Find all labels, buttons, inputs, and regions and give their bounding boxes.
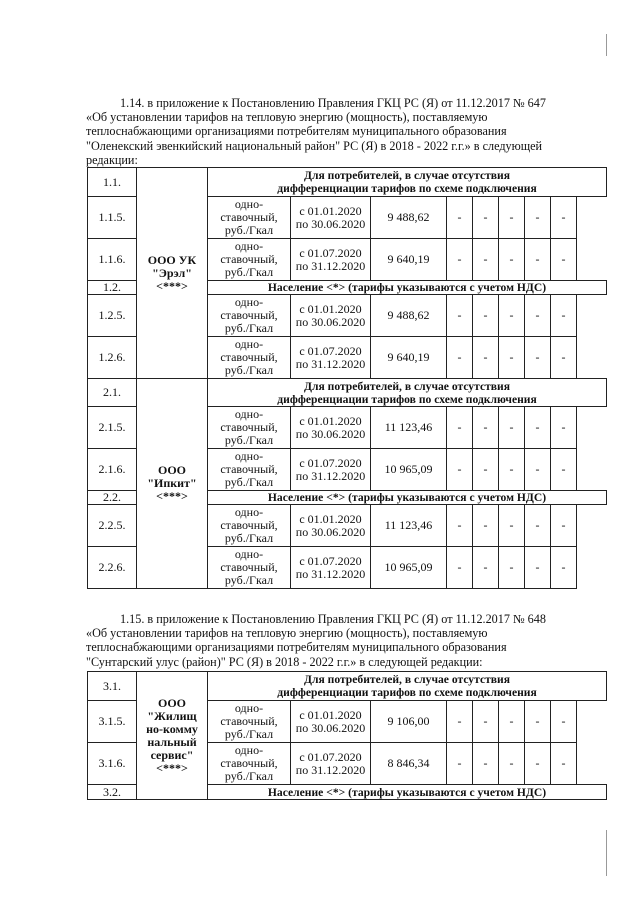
period-cell bbox=[291, 547, 371, 589]
tariff-value: 11 123,46 bbox=[371, 407, 447, 449]
empty-cell: - bbox=[447, 547, 473, 589]
empty-cell: - bbox=[447, 337, 473, 379]
tariff-value: 8 846,34 bbox=[371, 743, 447, 785]
tariff-table-2 bbox=[87, 671, 607, 800]
rate-line: одно- bbox=[234, 449, 264, 463]
empty-cell: - bbox=[473, 239, 499, 281]
tariff-value: 9 106,00 bbox=[371, 701, 447, 743]
rate-line: руб./Гкал bbox=[224, 769, 274, 783]
empty-cell: - bbox=[525, 337, 551, 379]
scan-mark bbox=[606, 830, 607, 876]
rate-line: ставочный, bbox=[220, 210, 278, 224]
period-cell bbox=[291, 239, 371, 281]
org-line: сервис" bbox=[150, 747, 194, 762]
empty-cell: - bbox=[525, 407, 551, 449]
header-line: дифференциации тарифов по схеме подключения bbox=[277, 686, 537, 699]
empty-cell: - bbox=[447, 701, 473, 743]
para-line: теплоснабжающими организациями потребителям муниципального образования bbox=[86, 124, 507, 139]
empty-cell: - bbox=[473, 407, 499, 449]
empty-cell: - bbox=[447, 239, 473, 281]
row-number: 2.1. bbox=[88, 379, 137, 407]
period-cell bbox=[291, 505, 371, 547]
population-header: Население <*> (тарифы указываются с учетом НДС) bbox=[208, 281, 607, 295]
rate-type-cell bbox=[208, 295, 291, 337]
rate-line: ставочный, bbox=[220, 420, 278, 434]
empty-cell: - bbox=[551, 197, 577, 239]
row-number: 1.1. bbox=[88, 168, 137, 197]
rate-line: одно- bbox=[234, 239, 264, 253]
org-line: "Эрэл" bbox=[152, 265, 192, 280]
rate-type-cell bbox=[208, 197, 291, 239]
rate-line: одно- bbox=[234, 337, 264, 351]
row-number: 3.1. bbox=[88, 672, 137, 701]
empty-cell: - bbox=[525, 743, 551, 785]
empty-cell: - bbox=[551, 337, 577, 379]
empty-cell: - bbox=[499, 197, 525, 239]
para-line: теплоснабжающими организациями потребителям муниципального образования bbox=[86, 640, 507, 655]
empty-cell: - bbox=[473, 547, 499, 589]
header-line: Для потребителей, в случае отсутствия bbox=[304, 169, 510, 182]
tariff-value: 9 488,62 bbox=[371, 295, 447, 337]
rate-line: одно- bbox=[234, 505, 264, 519]
empty-cell: - bbox=[551, 449, 577, 491]
rate-type-cell bbox=[208, 547, 291, 589]
rate-line: ставочный, bbox=[220, 560, 278, 574]
empty-cell: - bbox=[525, 547, 551, 589]
rate-line: руб./Гкал bbox=[224, 727, 274, 741]
row-number: 2.2.5. bbox=[88, 505, 137, 547]
period-cell bbox=[291, 337, 371, 379]
empty-cell: - bbox=[473, 449, 499, 491]
rate-line: ставочный, bbox=[220, 308, 278, 322]
period-line: с 01.07.2020 bbox=[299, 343, 362, 358]
empty-cell: - bbox=[473, 743, 499, 785]
para-line: 1.15. в приложение к Постановлению Правления ГКЦ РС (Я) от 11.12.2017 № 648 bbox=[120, 612, 546, 626]
row-number: 1.2.5. bbox=[88, 295, 137, 337]
empty-cell: - bbox=[473, 197, 499, 239]
population-header: Население <*> (тарифы указываются с учетом НДС) bbox=[208, 785, 607, 800]
period-line: по 30.06.2020 bbox=[295, 314, 366, 329]
population-header: Население <*> (тарифы указываются с учетом НДС) bbox=[208, 491, 607, 505]
period-line: по 31.12.2020 bbox=[295, 566, 366, 581]
rate-line: ставочный, bbox=[220, 350, 278, 364]
rate-type-cell bbox=[208, 743, 291, 785]
period-cell bbox=[291, 743, 371, 785]
row-number: 1.1.6. bbox=[88, 239, 137, 281]
row-number: 1.2. bbox=[88, 281, 137, 295]
rate-line: руб./Гкал bbox=[224, 321, 274, 335]
empty-cell: - bbox=[499, 295, 525, 337]
paragraph-1-14 bbox=[86, 96, 594, 167]
org-line: <***> bbox=[156, 278, 188, 293]
period-cell bbox=[291, 197, 371, 239]
tariff-value: 9 488,62 bbox=[371, 197, 447, 239]
period-line: с 01.07.2020 bbox=[299, 553, 362, 568]
empty-cell: - bbox=[551, 407, 577, 449]
empty-cell: - bbox=[447, 295, 473, 337]
rate-line: ставочный, bbox=[220, 518, 278, 532]
empty-cell: - bbox=[525, 701, 551, 743]
empty-cell: - bbox=[499, 407, 525, 449]
period-line: с 01.07.2020 bbox=[299, 455, 362, 470]
rate-line: одно- bbox=[234, 743, 264, 757]
tariff-value: 9 640,19 bbox=[371, 337, 447, 379]
period-cell bbox=[291, 407, 371, 449]
empty-cell: - bbox=[499, 547, 525, 589]
row-number: 1.1.5. bbox=[88, 197, 137, 239]
empty-cell: - bbox=[499, 239, 525, 281]
row-number: 1.2.6. bbox=[88, 337, 137, 379]
period-line: по 31.12.2020 bbox=[295, 762, 366, 777]
tariff-table-1 bbox=[87, 167, 607, 589]
header-line: Для потребителей, в случае отсутствия bbox=[304, 379, 510, 393]
rate-line: руб./Гкал bbox=[224, 531, 274, 545]
organization-cell bbox=[137, 672, 208, 800]
empty-cell: - bbox=[499, 743, 525, 785]
period-line: по 31.12.2020 bbox=[295, 258, 366, 273]
header-line: дифференциации тарифов по схеме подключения bbox=[277, 392, 537, 406]
tariff-value: 9 640,19 bbox=[371, 239, 447, 281]
period-line: с 01.01.2020 bbox=[299, 203, 362, 218]
header-line: дифференциации тарифов по схеме подключения bbox=[277, 182, 537, 195]
empty-cell: - bbox=[447, 505, 473, 547]
period-line: по 31.12.2020 bbox=[295, 356, 366, 371]
rate-type-cell bbox=[208, 407, 291, 449]
empty-cell: - bbox=[525, 197, 551, 239]
empty-cell: - bbox=[551, 505, 577, 547]
empty-cell: - bbox=[499, 449, 525, 491]
rate-line: руб./Гкал bbox=[224, 475, 274, 489]
empty-cell: - bbox=[473, 337, 499, 379]
para-line: редакции: bbox=[86, 152, 138, 167]
para-line: «Об установлении тарифов на тепловую энергию (мощность), поставляемую bbox=[86, 626, 488, 641]
table-row bbox=[88, 379, 607, 407]
row-number: 2.2.6. bbox=[88, 547, 137, 589]
empty-cell: - bbox=[473, 701, 499, 743]
period-cell bbox=[291, 701, 371, 743]
period-line: с 01.01.2020 bbox=[299, 707, 362, 722]
period-line: с 01.07.2020 bbox=[299, 245, 362, 260]
empty-cell: - bbox=[473, 295, 499, 337]
paragraph-1-15 bbox=[86, 612, 594, 669]
org-line: ООО bbox=[157, 463, 186, 477]
rate-type-cell bbox=[208, 337, 291, 379]
org-line: но-комму bbox=[146, 721, 198, 736]
empty-cell: - bbox=[499, 337, 525, 379]
rate-line: руб./Гкал bbox=[224, 433, 274, 447]
organization-cell bbox=[137, 168, 208, 379]
rate-line: ставочный, bbox=[220, 462, 278, 476]
rate-line: одно- bbox=[234, 701, 264, 715]
row-number: 3.2. bbox=[88, 785, 137, 800]
org-line: "Ипкит" bbox=[147, 476, 197, 490]
scan-mark bbox=[606, 34, 607, 56]
empty-cell: - bbox=[551, 743, 577, 785]
header-line: Для потребителей, в случае отсутствия bbox=[304, 673, 510, 686]
empty-cell: - bbox=[473, 505, 499, 547]
period-line: с 01.01.2020 bbox=[299, 301, 362, 316]
empty-cell: - bbox=[551, 547, 577, 589]
empty-cell: - bbox=[447, 743, 473, 785]
period-line: по 30.06.2020 bbox=[295, 720, 366, 735]
tariff-value: 10 965,09 bbox=[371, 547, 447, 589]
empty-cell: - bbox=[525, 295, 551, 337]
tariff-value: 11 123,46 bbox=[371, 505, 447, 547]
rate-line: одно- bbox=[234, 547, 264, 561]
rate-type-cell bbox=[208, 449, 291, 491]
period-cell bbox=[291, 449, 371, 491]
period-line: по 30.06.2020 bbox=[295, 216, 366, 231]
table-row bbox=[88, 672, 607, 701]
empty-cell: - bbox=[525, 239, 551, 281]
para-line: "Оленекский эвенкийский национальный район" РС (Я) в 2018 - 2022 г.г.» в следующей bbox=[86, 138, 543, 153]
row-number: 3.1.5. bbox=[88, 701, 137, 743]
consumers-header bbox=[208, 168, 607, 197]
empty-cell: - bbox=[499, 701, 525, 743]
table-row bbox=[88, 168, 607, 197]
period-line: по 30.06.2020 bbox=[295, 426, 366, 441]
row-number: 2.1.6. bbox=[88, 449, 137, 491]
rate-line: руб./Гкал bbox=[224, 265, 274, 279]
org-line: нальный bbox=[147, 734, 197, 749]
empty-cell: - bbox=[525, 505, 551, 547]
rate-type-cell bbox=[208, 701, 291, 743]
consumers-header bbox=[208, 379, 607, 407]
organization-cell bbox=[137, 379, 208, 589]
empty-cell: - bbox=[525, 449, 551, 491]
rate-line: ставочный, bbox=[220, 252, 278, 266]
row-number: 3.1.6. bbox=[88, 743, 137, 785]
empty-cell: - bbox=[447, 449, 473, 491]
period-line: с 01.07.2020 bbox=[299, 749, 362, 764]
period-cell bbox=[291, 295, 371, 337]
org-line: <***> bbox=[156, 760, 188, 775]
empty-cell: - bbox=[499, 505, 525, 547]
row-number: 2.1.5. bbox=[88, 407, 137, 449]
empty-cell: - bbox=[551, 239, 577, 281]
rate-line: руб./Гкал bbox=[224, 573, 274, 587]
para-line: 1.14. в приложение к Постановлению Правления ГКЦ РС (Я) от 11.12.2017 № 647 bbox=[120, 96, 546, 110]
period-line: с 01.01.2020 bbox=[299, 511, 362, 526]
empty-cell: - bbox=[447, 197, 473, 239]
rate-line: руб./Гкал bbox=[224, 223, 274, 237]
rate-type-cell bbox=[208, 505, 291, 547]
rate-line: одно- bbox=[234, 197, 264, 211]
period-line: по 30.06.2020 bbox=[295, 524, 366, 539]
tariff-value: 10 965,09 bbox=[371, 449, 447, 491]
rate-type-cell bbox=[208, 239, 291, 281]
org-line: "Жилищ bbox=[147, 708, 197, 723]
rate-line: одно- bbox=[234, 407, 264, 421]
period-line: по 31.12.2020 bbox=[295, 468, 366, 483]
empty-cell: - bbox=[447, 407, 473, 449]
period-line: с 01.01.2020 bbox=[299, 413, 362, 428]
org-line: <***> bbox=[156, 489, 188, 503]
rate-line: одно- bbox=[234, 295, 264, 309]
org-line: ООО bbox=[157, 695, 186, 710]
para-line: «Об установлении тарифов на тепловую энергию (мощность), поставляемую bbox=[86, 110, 488, 125]
rate-line: руб./Гкал bbox=[224, 363, 274, 377]
rate-line: ставочный, bbox=[220, 756, 278, 770]
rate-line: ставочный, bbox=[220, 714, 278, 728]
row-number: 2.2. bbox=[88, 491, 137, 505]
empty-cell: - bbox=[551, 701, 577, 743]
consumers-header bbox=[208, 672, 607, 701]
org-line: ООО УК bbox=[147, 252, 197, 267]
empty-cell: - bbox=[551, 295, 577, 337]
para-line: "Сунтарский улус (район)" РС (Я) в 2018 - 2022 г.г.» в следующей редакции: bbox=[86, 654, 483, 669]
